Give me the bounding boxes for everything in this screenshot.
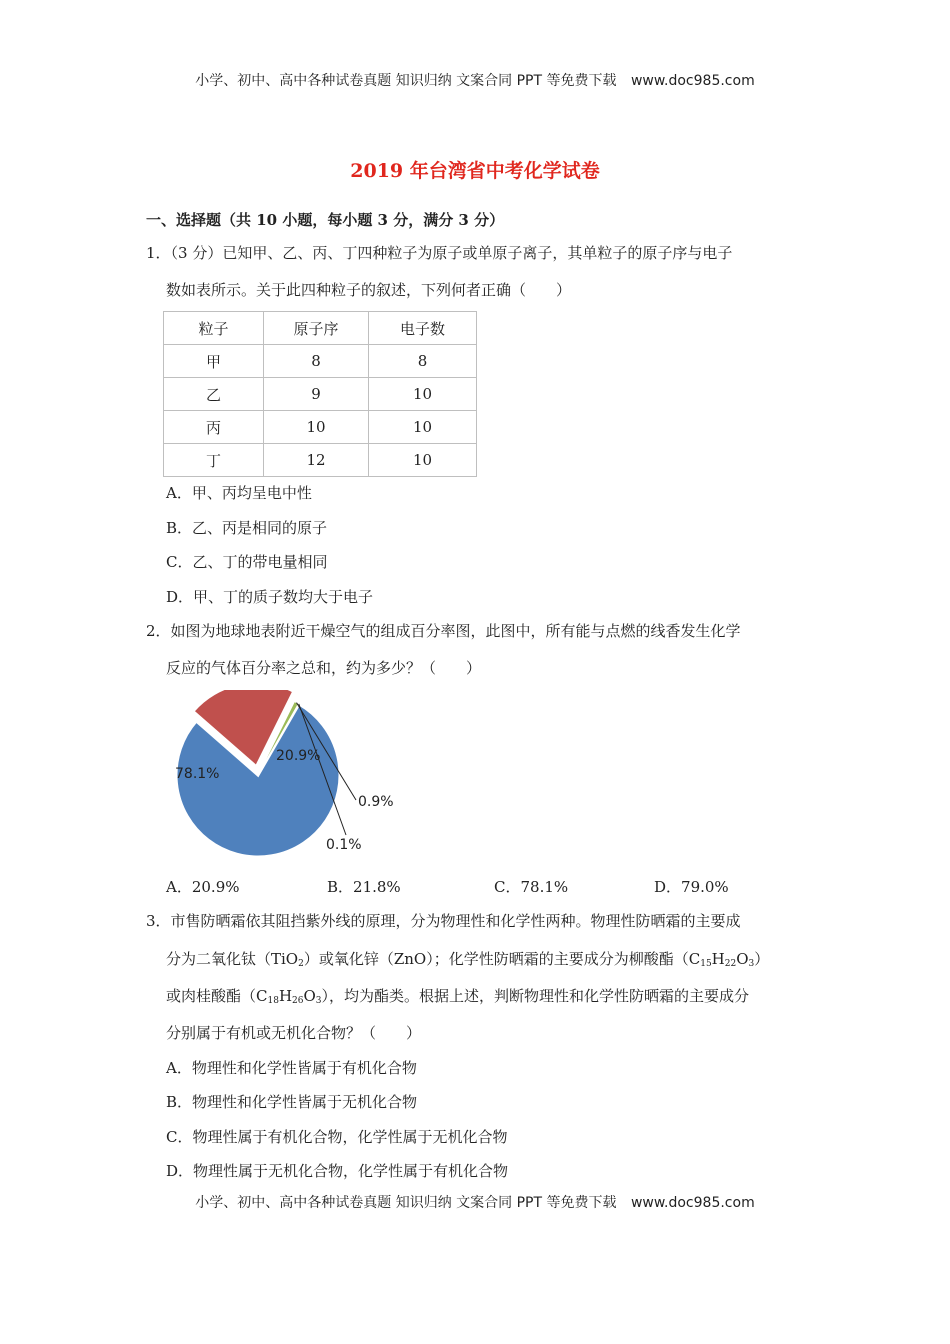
footer-url[interactable]: www.doc985.com bbox=[630, 1195, 755, 1211]
subscript: 3 bbox=[748, 959, 755, 969]
exam-title: 2019 年台湾省中考化学试卷 bbox=[350, 160, 600, 182]
pie-label-oxygen: 20.9% bbox=[276, 748, 321, 764]
table-cell: 10 bbox=[369, 378, 477, 411]
table-cell: 乙 bbox=[164, 378, 264, 411]
table-cell: 12 bbox=[264, 444, 369, 477]
pie-label-other: 0.1% bbox=[326, 837, 362, 853]
text-run: O bbox=[303, 987, 316, 1005]
pie-chart-svg bbox=[160, 690, 410, 865]
text-run: ）或氧化锌（ZnO）；化学性防晒霜的主要成分为柳酸酯（C bbox=[303, 950, 701, 968]
table-cell: 10 bbox=[369, 411, 477, 444]
table-cell: 甲 bbox=[164, 345, 264, 378]
q2-line1: 2．如图为地球地表附近干燥空气的组成百分率图，此图中，所有能与点燃的线香发生化学 bbox=[146, 622, 741, 640]
subscript: 3 bbox=[315, 996, 322, 1006]
text-run: O bbox=[736, 950, 749, 968]
table-cell: 9 bbox=[264, 378, 369, 411]
q2-option-b[interactable]: B．21.8% bbox=[327, 878, 401, 896]
q2-line2: 反应的气体百分率之总和，约为多少？（ ） bbox=[166, 659, 482, 677]
q1-option-a[interactable]: A．甲、丙均呈电中性 bbox=[166, 484, 312, 502]
table-header-cell: 电子数 bbox=[369, 312, 477, 345]
air-composition-pie-chart bbox=[160, 690, 410, 865]
q1-line2: 数如表所示。关于此四种粒子的叙述，下列何者正确（ ） bbox=[166, 281, 572, 299]
header-url[interactable]: www.doc985.com bbox=[630, 73, 755, 89]
text-run: ） bbox=[754, 950, 770, 968]
table-row bbox=[164, 378, 477, 411]
subscript: 15 bbox=[700, 959, 712, 969]
table-row bbox=[164, 345, 477, 378]
q3-line1: 3．市售防晒霜依其阻挡紫外线的原理，分为物理性和化学性两种。物理性防晒霜的主要成 bbox=[146, 912, 741, 930]
q3-line2 bbox=[166, 949, 769, 974]
table-cell: 丙 bbox=[164, 411, 264, 444]
subscript: 18 bbox=[267, 996, 279, 1006]
q2-option-d[interactable]: D．79.0% bbox=[654, 878, 729, 896]
table-row bbox=[164, 444, 477, 477]
q3-option-c[interactable]: C．物理性属于有机化合物，化学性属于无机化合物 bbox=[166, 1128, 508, 1146]
table-header-cell: 原子序 bbox=[264, 312, 369, 345]
q1-line1: 1．（3 分）已知甲、乙、丙、丁四种粒子为原子或单原子离子，其单粒子的原子序与电子 bbox=[146, 244, 733, 262]
table-cell: 10 bbox=[264, 411, 369, 444]
subscript: 2 bbox=[298, 959, 304, 969]
table-cell: 10 bbox=[369, 444, 477, 477]
q1-option-c[interactable]: C．乙、丁的带电量相同 bbox=[166, 553, 328, 571]
q3-option-a[interactable]: A．物理性和化学性皆属于有机化合物 bbox=[166, 1059, 417, 1077]
section-heading: 一、选择题（共 10 小题，每小题 3 分，满分 3 分） bbox=[146, 211, 505, 229]
table-cell: 丁 bbox=[164, 444, 264, 477]
table-row bbox=[164, 411, 477, 444]
table-cell: 8 bbox=[369, 345, 477, 378]
q3-option-b[interactable]: B．物理性和化学性皆属于无机化合物 bbox=[166, 1093, 418, 1111]
q2-option-a[interactable]: A．20.9% bbox=[166, 878, 240, 896]
text-run: ），均为酯类。根据上述，判断物理性和化学性防晒霜的主要成分 bbox=[321, 987, 750, 1005]
q3-line4: 分别属于有机或无机化合物？（ ） bbox=[166, 1024, 422, 1042]
page-footer bbox=[0, 1192, 950, 1212]
table-cell: 8 bbox=[264, 345, 369, 378]
q1-option-b[interactable]: B．乙、丙是相同的原子 bbox=[166, 519, 328, 537]
particle-table bbox=[163, 311, 477, 477]
subscript: 26 bbox=[292, 996, 304, 1006]
footer-text: 小学、初中、高中各种试卷真题 知识归纳 文案合同 PPT 等免费下载 bbox=[195, 1195, 617, 1211]
table-header-cell: 粒子 bbox=[164, 312, 264, 345]
text-run: 或肉桂酸酯（C bbox=[166, 987, 268, 1005]
q3-line3 bbox=[166, 986, 749, 1011]
pie-label-argon: 0.9% bbox=[358, 794, 394, 810]
subscript: 22 bbox=[724, 959, 737, 969]
page-header bbox=[0, 70, 950, 90]
header-text: 小学、初中、高中各种试卷真题 知识归纳 文案合同 PPT 等免费下载 bbox=[195, 73, 617, 89]
pie-label-nitrogen: 78.1% bbox=[175, 766, 220, 782]
q2-option-c[interactable]: C．78.1% bbox=[494, 878, 569, 896]
q1-option-d[interactable]: D．甲、丁的质子数均大于电子 bbox=[166, 588, 374, 606]
text-run: H bbox=[278, 987, 293, 1005]
text-run: H bbox=[711, 950, 725, 968]
q3-option-d[interactable]: D．物理性属于无机化合物，化学性属于有机化合物 bbox=[166, 1162, 509, 1180]
table-header-row bbox=[164, 312, 477, 345]
text-run: 分为二氧化钛（TiO bbox=[166, 950, 299, 968]
